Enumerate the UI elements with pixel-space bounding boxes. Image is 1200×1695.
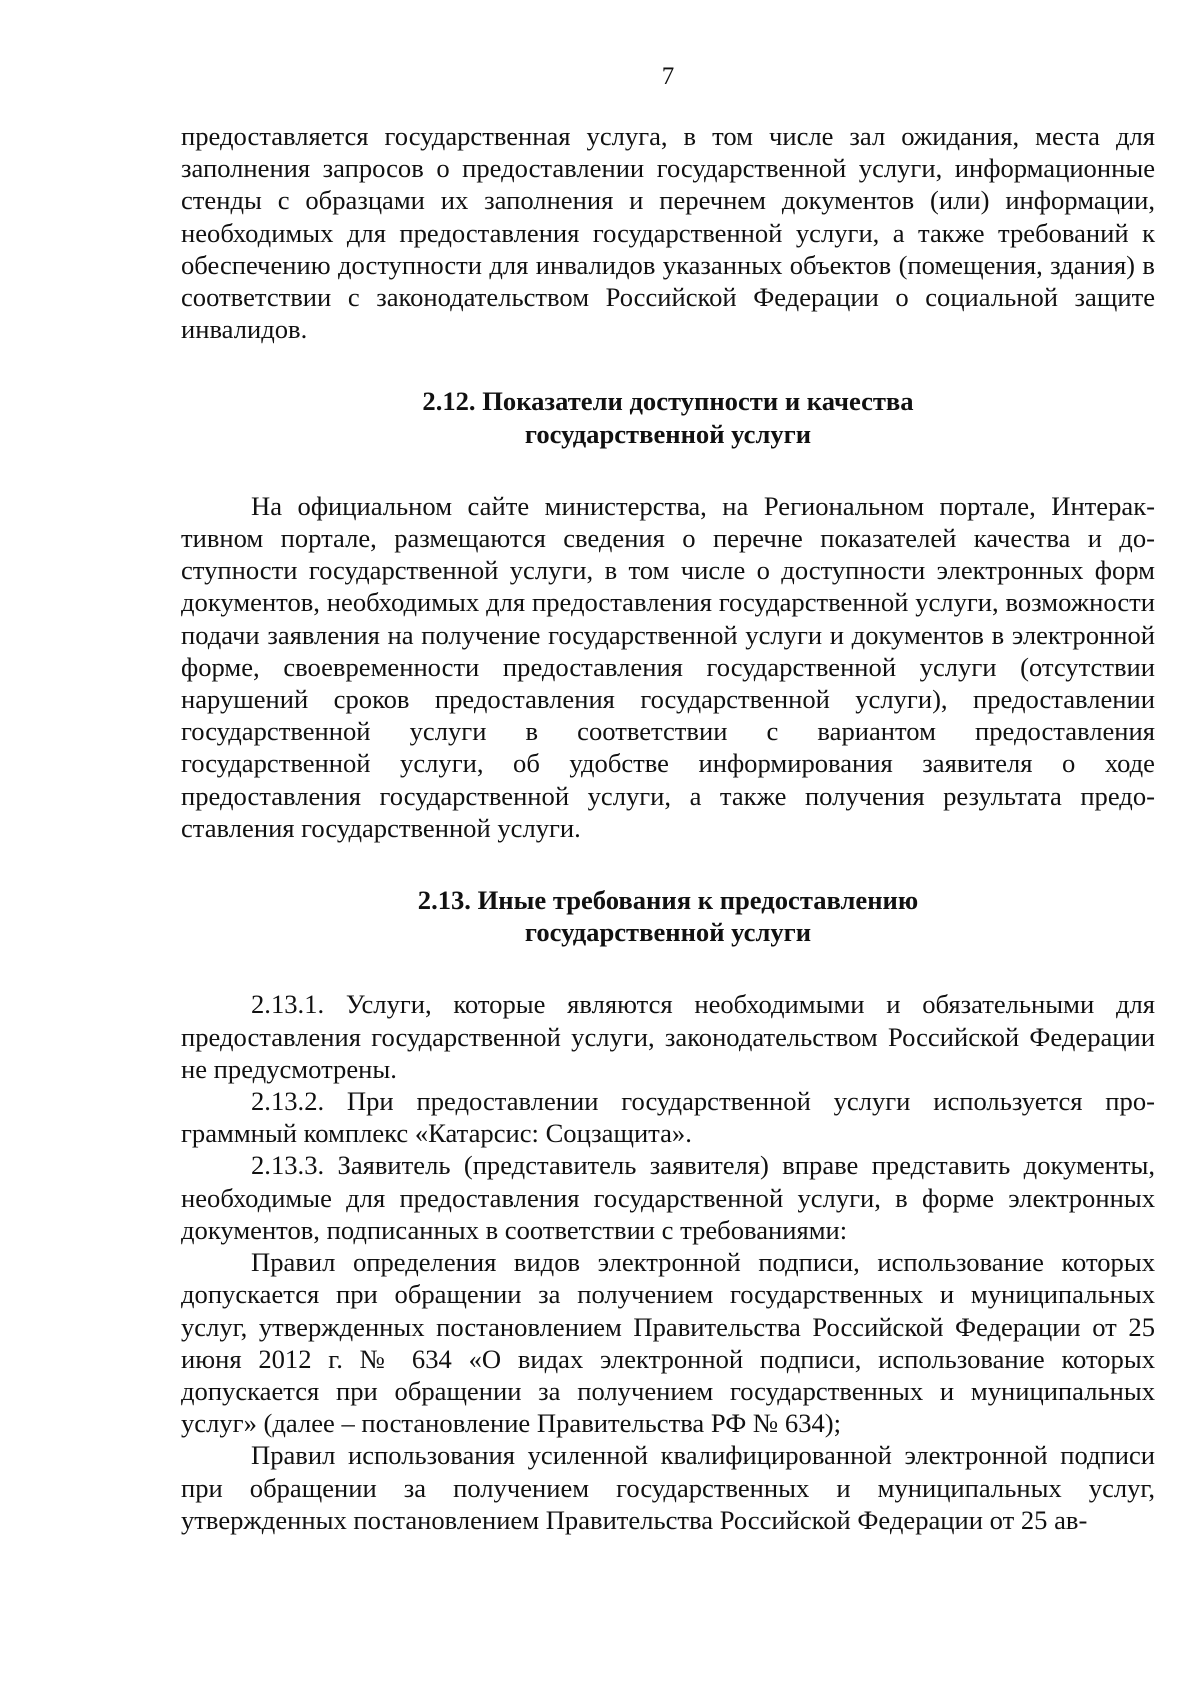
paragraph-rules-qualified-signature: Правил использования усиленной квалифицированной электронной подписи при обращении за получением государственных и муниципальных услуг, утвержденных постановлением Правительства Российской Федерации от 25 ав- (181, 1440, 1155, 1535)
section-2-13-heading-line-1: 2.13. Иные требования к предоставлению (417, 885, 919, 916)
paragraph-2-13-2: 2.13.2. При предоставлении государственной услуги используется программный комплекс «Катарсис: Соцзащита». (181, 1086, 1155, 1149)
page-number: 7 (661, 63, 675, 90)
section-2-12-paragraph: На официальном сайте министерства, на Региональном портале, Интерактивном портале, размещаются сведения о перечне показателей качества и доступности государственной услуги, в том числе о доступности электронных форм документов, необходимых для предоставления государственной услуги, возможности подачи заявления на получение государственной услуги и документов в электронной форме, своевременности предоставления государственной услуги (отсутствии нарушений сроков предоставления государственной услуги), предоставлении государственной услуги в соответствии с вариантом предоставления государственной услуги, об удобстве информирования заявителя о ходе предоставления государственной услуги, а также получения результата предоставления государственной услуги. (181, 490, 1155, 843)
document-body (181, 120, 1155, 1536)
section-2-12-heading-line-2: государственной услуги (524, 418, 812, 449)
intro-paragraph: предоставляется государственная услуга, в том числе зал ожидания, места для заполнения запросов о предоставлении государственной услуги, информационные стенды с образцами их заполнения и перечнем документов (или) информации, необходимых для предоставления государственной услуги, а также требований к обеспечению доступности для инвалидов указанных объектов (помещения, здания) в соответствии с законодательством Российской Федерации о социальной защите инвалидов. (181, 121, 1155, 345)
section-2-12-heading-line-1: 2.12. Показатели доступности и качества (422, 386, 914, 417)
paragraph-2-13-3: 2.13.3. Заявитель (представитель заявителя) вправе представить документы, необходимые для предоставления государственной услуги, в форме электронных документов, подписанных в соответствии с требованиями: (181, 1150, 1155, 1245)
section-2-13-heading (181, 884, 1155, 948)
section-2-12-heading (181, 385, 1155, 449)
paragraph-rules-signature-types: Правил определения видов электронной подписи, использование которых допускается при обращении за получением государственных и муниципальных услуг, утвержденных постановлением Правительства Российской Федерации от 25 июня 2012 г. № 634 «О видах электронной подписи, использование которых допускается при обращении за получением государственных и муниципальных услуг» (далее – постановление Правительства РФ № 634); (181, 1247, 1155, 1439)
section-2-13-heading-line-2: государственной услуги (524, 917, 812, 948)
paragraph-2-13-1: 2.13.1. Услуги, которые являются необходимыми и обязательными для предоставления государственной услуги, законодательством Российской Федерации не предусмотрены. (181, 989, 1155, 1084)
